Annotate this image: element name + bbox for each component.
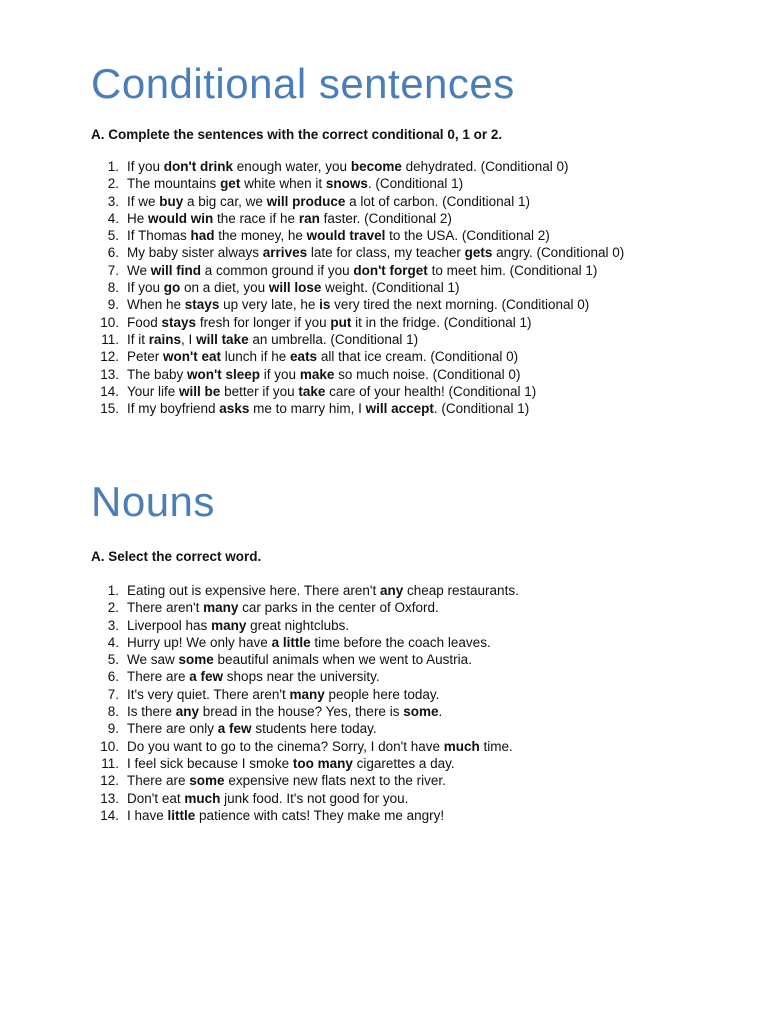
- answer-word: much: [184, 790, 221, 806]
- answer-word: little: [167, 807, 196, 823]
- answer-word: will take: [196, 331, 249, 347]
- item-sentence: [127, 599, 439, 616]
- item-number: 1.: [107, 583, 119, 598]
- sentence-text: If my boyfriend: [127, 401, 220, 417]
- sentence-text: The baby: [127, 366, 188, 382]
- item-number: 7.: [107, 686, 119, 702]
- answer-word: will lose: [268, 280, 322, 296]
- list-item: [91, 772, 731, 789]
- item-sentence: [127, 383, 536, 400]
- sentence-text: Hurry up! We only have: [127, 634, 272, 650]
- answer-word: don't drink: [163, 159, 233, 174]
- item-sentence: [127, 651, 472, 668]
- sentence-text: so much noise. (Conditional 0): [334, 366, 521, 382]
- sentence-text: There aren't: [127, 600, 204, 616]
- sentence-text: car parks in the center of Oxford.: [238, 600, 439, 616]
- list-item: [91, 331, 731, 348]
- sentence-text: Eating out is expensive here. There aren't: [127, 583, 380, 598]
- answer-word: some: [189, 773, 225, 789]
- item-sentence: [127, 668, 380, 685]
- sentence-text: I feel sick because I smoke: [127, 755, 293, 771]
- sentence-text: late for class, my teacher: [307, 245, 465, 261]
- sentence-text: patience with cats! They make me angry!: [195, 807, 445, 823]
- sentence-text: up very late, he: [219, 297, 320, 313]
- conditional-sentences-section: [91, 58, 731, 417]
- sentence-text: bread in the house? Yes, there is: [199, 704, 404, 720]
- sentence-text: Your life: [127, 383, 180, 399]
- sentence-text: Food: [127, 314, 162, 330]
- sentence-text: I have: [127, 807, 168, 823]
- answer-word: go: [163, 280, 181, 296]
- answer-word: will accept: [365, 401, 434, 417]
- item-sentence: [127, 175, 463, 192]
- answer-word: won't sleep: [187, 366, 261, 382]
- answer-word: any: [379, 583, 404, 598]
- item-number: 15.: [100, 401, 119, 417]
- list-item: [91, 210, 731, 227]
- item-number: 8.: [107, 704, 119, 720]
- sentence-text: very tired the next morning. (Conditional 0): [330, 297, 590, 313]
- sentence-text: If we: [127, 193, 160, 209]
- item-number: 11.: [101, 755, 119, 771]
- item-sentence: [127, 617, 349, 634]
- item-sentence: [127, 366, 520, 383]
- sentence-text: Is there: [127, 704, 176, 720]
- answer-word: put: [330, 314, 352, 330]
- list-item: [91, 296, 731, 313]
- sentence-text: When he: [127, 297, 185, 313]
- list-item: [91, 348, 731, 365]
- list-item: [91, 158, 731, 175]
- sentence-text: it in the fridge. (Conditional 1): [351, 314, 532, 330]
- sentence-text: an umbrella. (Conditional 1): [248, 331, 419, 347]
- exercise-list: [91, 582, 731, 824]
- answer-word: take: [298, 383, 326, 399]
- list-item: [91, 720, 731, 737]
- item-number: 11.: [101, 331, 119, 347]
- item-sentence: [127, 807, 444, 824]
- answer-word: asks: [219, 401, 250, 417]
- sentence-text: If you: [127, 159, 164, 174]
- item-sentence: [127, 193, 530, 210]
- sentence-text: dehydrated. (Conditional 0): [401, 159, 569, 174]
- item-number: 7.: [107, 262, 119, 278]
- answer-word: arrives: [262, 245, 308, 261]
- answer-word: eats: [290, 349, 318, 365]
- sentence-text: the race if he: [213, 210, 299, 226]
- item-sentence: [127, 755, 455, 772]
- sentence-text: if you: [260, 366, 300, 382]
- sentence-text: care of your health! (Conditional 1): [325, 383, 537, 399]
- item-number: 5.: [107, 228, 119, 244]
- sentence-text: a lot of carbon. (Conditional 1): [345, 193, 530, 209]
- sentence-text: faster. (Conditional 2): [319, 210, 452, 226]
- item-sentence: [127, 314, 532, 331]
- answer-word: make: [299, 366, 335, 382]
- sentence-text: a big car, we: [183, 193, 267, 209]
- sentence-text: There are: [127, 669, 190, 685]
- item-number: 10.: [100, 314, 119, 330]
- item-number: 9.: [107, 297, 119, 313]
- item-number: 3.: [107, 617, 119, 633]
- list-item: [91, 755, 731, 772]
- sentence-text: fresh for longer if you: [196, 314, 331, 330]
- answer-word: would win: [148, 210, 214, 226]
- list-item: [91, 279, 731, 296]
- sentence-text: .: [438, 704, 443, 720]
- sentence-text: . (Conditional 1): [367, 176, 464, 192]
- sentence-text: on a diet, you: [180, 280, 269, 296]
- item-sentence: [127, 720, 377, 737]
- item-number: 6.: [107, 669, 119, 685]
- item-number: 2.: [107, 600, 119, 616]
- sentence-text: If Thomas: [127, 228, 191, 244]
- answer-word: much: [443, 738, 480, 754]
- item-number: 9.: [107, 721, 119, 737]
- answer-word: some: [178, 652, 214, 668]
- sentence-text: time.: [479, 738, 513, 754]
- sentence-text: junk food. It's not good for you.: [220, 790, 409, 806]
- answer-word: rains: [148, 331, 182, 347]
- answer-word: is: [319, 297, 331, 313]
- sentence-text: cigarettes a day.: [352, 755, 455, 771]
- sentence-text: weight. (Conditional 1): [321, 280, 460, 296]
- sentence-text: expensive new flats next to the river.: [224, 773, 446, 789]
- item-sentence: [127, 738, 513, 755]
- item-number: 4.: [107, 634, 119, 650]
- sentence-text: time before the coach leaves.: [310, 634, 491, 650]
- sentence-text: shops near the university.: [223, 669, 380, 685]
- item-number: 13.: [100, 366, 119, 382]
- list-item: [91, 244, 731, 261]
- item-number: 5.: [107, 652, 119, 668]
- item-sentence: [127, 348, 518, 365]
- answer-word: won't eat: [163, 349, 221, 365]
- list-item: [91, 366, 731, 383]
- sentence-text: beautiful animals when we went to Austria.: [213, 652, 472, 668]
- item-sentence: [127, 158, 568, 175]
- sentence-text: a common ground if you: [201, 262, 354, 278]
- sentence-text: Liverpool has: [127, 617, 212, 633]
- answer-word: many: [203, 600, 239, 616]
- item-sentence: [127, 279, 459, 296]
- item-number: 14.: [100, 807, 119, 823]
- nouns-section: [91, 476, 731, 824]
- sentence-text: the money, he: [214, 228, 307, 244]
- list-item: [91, 262, 731, 279]
- item-sentence: [127, 262, 597, 279]
- list-item: [91, 703, 731, 720]
- answer-word: some: [403, 704, 439, 720]
- answer-word: too many: [292, 755, 353, 771]
- item-number: 14.: [100, 383, 119, 399]
- sentence-text: better if you: [220, 383, 299, 399]
- item-number: 10.: [100, 738, 119, 754]
- item-sentence: [127, 790, 408, 807]
- exercise-instruction: A. Complete the sentences with the correct conditional 0, 1 or 2.: [91, 127, 503, 142]
- answer-word: will find: [150, 262, 202, 278]
- sentence-text: to meet him. (Conditional 1): [427, 262, 598, 278]
- sentence-text: Do you want to go to the cinema? Sorry, I don't have: [127, 738, 444, 754]
- answer-word: become: [350, 159, 402, 174]
- exercise-list: [91, 158, 731, 417]
- item-number: 1.: [107, 159, 119, 174]
- item-sentence: [127, 582, 519, 599]
- exercise-instruction: A. Select the correct word.: [91, 549, 262, 564]
- list-item: [91, 807, 731, 824]
- list-item: [91, 582, 731, 599]
- item-sentence: [127, 772, 446, 789]
- section-title: Nouns: [91, 478, 215, 525]
- answer-word: snows: [325, 176, 368, 192]
- sentence-text: It's very quiet. There aren't: [127, 686, 290, 702]
- list-item: [91, 738, 731, 755]
- answer-word: a little: [271, 634, 311, 650]
- answer-word: don't forget: [353, 262, 428, 278]
- answer-word: gets: [464, 245, 493, 261]
- section-title: Conditional sentences: [91, 60, 515, 107]
- sentence-text: Peter: [127, 349, 164, 365]
- sentence-text: enough water, you: [232, 159, 351, 174]
- sentence-text: If it: [127, 331, 149, 347]
- answer-word: a few: [189, 669, 224, 685]
- list-item: [91, 651, 731, 668]
- answer-word: stays: [184, 297, 220, 313]
- sentence-text: The mountains: [127, 176, 221, 192]
- item-number: 3.: [107, 193, 119, 209]
- item-number: 4.: [107, 210, 119, 226]
- answer-word: a few: [217, 721, 252, 737]
- item-sentence: [127, 703, 442, 720]
- list-item: [91, 383, 731, 400]
- sentence-text: . (Conditional 1): [433, 401, 530, 417]
- list-item: [91, 400, 731, 417]
- item-sentence: [127, 634, 491, 651]
- item-sentence: [127, 296, 589, 313]
- answer-word: any: [175, 704, 200, 720]
- item-sentence: [127, 210, 452, 227]
- sentence-text: If you: [127, 280, 164, 296]
- sentence-text: me to marry him, I: [249, 401, 366, 417]
- sentence-text: There are only: [127, 721, 218, 737]
- sentence-text: Don't eat: [127, 790, 185, 806]
- sentence-text: , I: [181, 331, 197, 347]
- answer-word: buy: [159, 193, 184, 209]
- sentence-text: My baby sister always: [127, 245, 263, 261]
- answer-word: would travel: [306, 228, 386, 244]
- list-item: [91, 668, 731, 685]
- sentence-text: We: [127, 262, 151, 278]
- list-item: [91, 790, 731, 807]
- item-sentence: [127, 686, 439, 703]
- answer-word: ran: [298, 210, 320, 226]
- answer-word: will produce: [266, 193, 346, 209]
- sentence-text: great nightclubs.: [246, 617, 350, 633]
- list-item: [91, 227, 731, 244]
- list-item: [91, 175, 731, 192]
- item-sentence: [127, 227, 550, 244]
- sentence-text: to the USA. (Conditional 2): [385, 228, 550, 244]
- answer-word: get: [220, 176, 241, 192]
- sentence-text: students here today.: [251, 721, 377, 737]
- sentence-text: He: [127, 210, 149, 226]
- sentence-text: cheap restaurants.: [403, 583, 519, 598]
- sentence-text: There are: [127, 773, 190, 789]
- item-number: 13.: [100, 790, 119, 806]
- item-sentence: [127, 331, 418, 348]
- list-item: [91, 634, 731, 651]
- list-item: [91, 193, 731, 210]
- list-item: [91, 599, 731, 616]
- sentence-text: people here today.: [324, 686, 440, 702]
- list-item: [91, 686, 731, 703]
- item-number: 12.: [100, 773, 119, 789]
- sentence-text: lunch if he: [221, 349, 291, 365]
- sentence-text: white when it: [240, 176, 326, 192]
- list-item: [91, 617, 731, 634]
- list-item: [91, 314, 731, 331]
- item-number: 8.: [107, 280, 119, 296]
- item-sentence: [127, 244, 624, 261]
- answer-word: will be: [179, 383, 221, 399]
- answer-word: stays: [161, 314, 197, 330]
- answer-word: had: [190, 228, 215, 244]
- sentence-text: angry. (Conditional 0): [492, 245, 625, 261]
- sentence-text: all that ice cream. (Conditional 0): [317, 349, 519, 365]
- item-number: 6.: [107, 245, 119, 261]
- sentence-text: We saw: [127, 652, 179, 668]
- item-sentence: [127, 400, 529, 417]
- answer-word: many: [211, 617, 247, 633]
- item-number: 2.: [107, 176, 119, 192]
- item-number: 12.: [100, 349, 119, 365]
- answer-word: many: [289, 686, 325, 702]
